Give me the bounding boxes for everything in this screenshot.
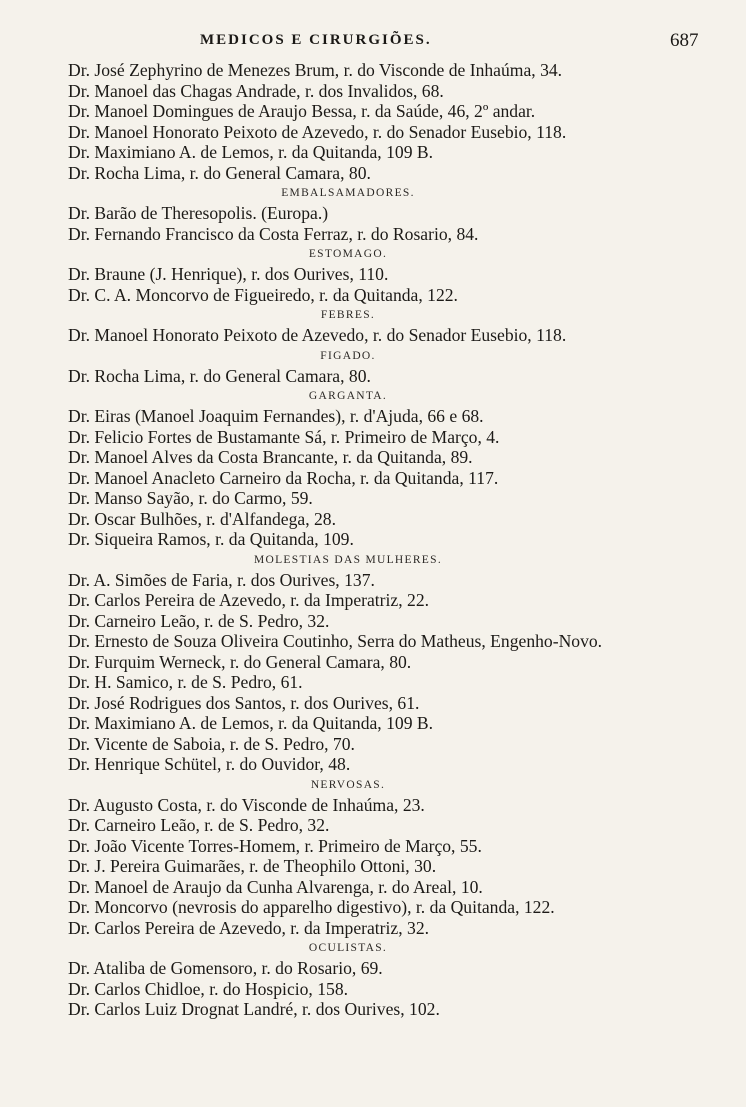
directory-entry: Dr. Eiras (Manoel Joaquim Fernandes), r. d'Ajuda, 66 e 68. bbox=[68, 406, 484, 426]
directory-entry: Dr. José Rodrigues dos Santos, r. dos Ourives, 61. bbox=[68, 692, 420, 713]
directory-entry: Dr. Manoel de Araujo da Cunha Alvarenga, r. do Areal, 10. bbox=[68, 876, 483, 897]
directory-listing bbox=[58, 60, 718, 1020]
directory-entry: Dr. Manso Sayão, r. do Carmo, 59. bbox=[68, 488, 313, 508]
directory-entry: Dr. H. Samico, r. de S. Pedro, 61. bbox=[68, 672, 303, 692]
directory-entry: Dr. Siqueira Ramos, r. da Quitanda, 109. bbox=[68, 529, 354, 549]
directory-entry: Dr. Manoel das Chagas Andrade, r. dos Invalidos, 68. bbox=[68, 80, 444, 101]
directory-entry: Dr. Rocha Lima, r. do General Camara, 80. bbox=[68, 162, 371, 183]
directory-entry: Dr. Vicente de Saboia, r. de S. Pedro, 70. bbox=[68, 733, 355, 754]
directory-entry: Dr. Manoel Alves da Costa Brancante, r. da Quitanda, 89. bbox=[68, 447, 473, 467]
directory-entry: Dr. Ataliba de Gomensoro, r. do Rosario, 69. bbox=[68, 958, 383, 978]
directory-entry: Dr. Maximiano A. de Lemos, r. da Quitanda, 109 B. bbox=[68, 713, 434, 733]
directory-entry: Dr. Carlos Luiz Drognat Landré, r. dos Ourives, 102. bbox=[68, 999, 440, 1019]
directory-entry: Dr. J. Pereira Guimarães, r. de Theophilo Ottoni, 30. bbox=[68, 856, 437, 876]
directory-entry: Dr. Oscar Bulhões, r. d'Alfandega, 28. bbox=[68, 508, 336, 529]
section-heading-figado: FIGADO. bbox=[320, 349, 376, 362]
section-heading-estomago: ESTOMAGO. bbox=[308, 248, 388, 260]
directory-entry: Dr. Ernesto de Souza Oliveira Coutinho, Serra do Matheus, Engenho-Novo. bbox=[68, 631, 603, 651]
directory-entry: Dr. Carneiro Leão, r. de S. Pedro, 32. bbox=[68, 610, 330, 631]
directory-entry: Dr. Maximiano A. de Lemos, r. da Quitanda, 109 B. bbox=[68, 142, 434, 162]
directory-entry: Dr. Moncorvo (nevrosis do apparelho digestivo), r. da Quitanda, 122. bbox=[68, 897, 555, 917]
directory-entry: Dr. Manoel Domingues de Araujo Bessa, r. da Saúde, 46, 2º andar. bbox=[68, 101, 536, 121]
directory-entry: Dr. João Vicente Torres-Homem, r. Primeiro de Março, 55. bbox=[68, 835, 482, 856]
directory-entry: Dr. Manoel Honorato Peixoto de Azevedo, r. do Senador Eusebio, 118. bbox=[68, 325, 567, 345]
section-heading-oculistas: OCULISTAS. bbox=[308, 942, 388, 954]
directory-entry: Dr. A. Simões de Faria, r. dos Ourives, 137. bbox=[68, 569, 375, 590]
directory-entry: Dr. Carlos Pereira de Azevedo, r. da Imperatriz, 32. bbox=[68, 917, 430, 938]
directory-entry: Dr. Manoel Anacleto Carneiro da Rocha, r. da Quitanda, 117. bbox=[68, 467, 499, 488]
directory-entry: Dr. Furquim Werneck, r. do General Camara, 80. bbox=[68, 651, 412, 672]
page-number: 687 bbox=[670, 30, 699, 51]
section-heading-febres: FEBRES. bbox=[320, 309, 376, 321]
section-heading-garganta: GARGANTA. bbox=[308, 390, 388, 402]
directory-entry: Dr. Carlos Chidloe, r. do Hospicio, 158. bbox=[68, 978, 349, 999]
page-header bbox=[0, 30, 746, 56]
page-title: MEDICOS E CIRURGIÕES. bbox=[200, 32, 432, 48]
directory-entry: Dr. Braune (J. Henrique), r. dos Ourives, 110. bbox=[68, 264, 389, 284]
directory-entry: Dr. Barão de Theresopolis. (Europa.) bbox=[68, 203, 329, 223]
directory-entry: Dr. Henrique Schütel, r. do Ouvidor, 48. bbox=[68, 754, 351, 774]
section-heading-nervosas: NERVOSAS. bbox=[310, 778, 386, 791]
directory-entry: Dr. Carlos Pereira de Azevedo, r. da Imperatriz, 22. bbox=[68, 590, 430, 610]
section-heading-embalsamadores: EMBALSAMADORES. bbox=[281, 187, 415, 199]
section-heading-molestias-das-mulheres: MOLESTIAS DAS MULHERES. bbox=[253, 553, 443, 566]
directory-entry: Dr. Manoel Honorato Peixoto de Azevedo, r. do Senador Eusebio, 118. bbox=[68, 121, 567, 142]
directory-entry: Dr. Rocha Lima, r. do General Camara, 80. bbox=[68, 365, 371, 386]
directory-entry: Dr. Augusto Costa, r. do Visconde de Inhaúma, 23. bbox=[68, 794, 425, 815]
directory-entry: Dr. Felicio Fortes de Bustamante Sá, r. Primeiro de Março, 4. bbox=[68, 426, 500, 447]
directory-entry: Dr. José Zephyrino de Menezes Brum, r. do Visconde de Inhaúma, 34. bbox=[68, 60, 563, 80]
directory-entry: Dr. Fernando Francisco da Costa Ferraz, r. do Rosario, 84. bbox=[68, 223, 479, 244]
directory-entry: Dr. Carneiro Leão, r. de S. Pedro, 32. bbox=[68, 815, 330, 835]
directory-entry: Dr. C. A. Moncorvo de Figueiredo, r. da Quitanda, 122. bbox=[68, 284, 458, 305]
